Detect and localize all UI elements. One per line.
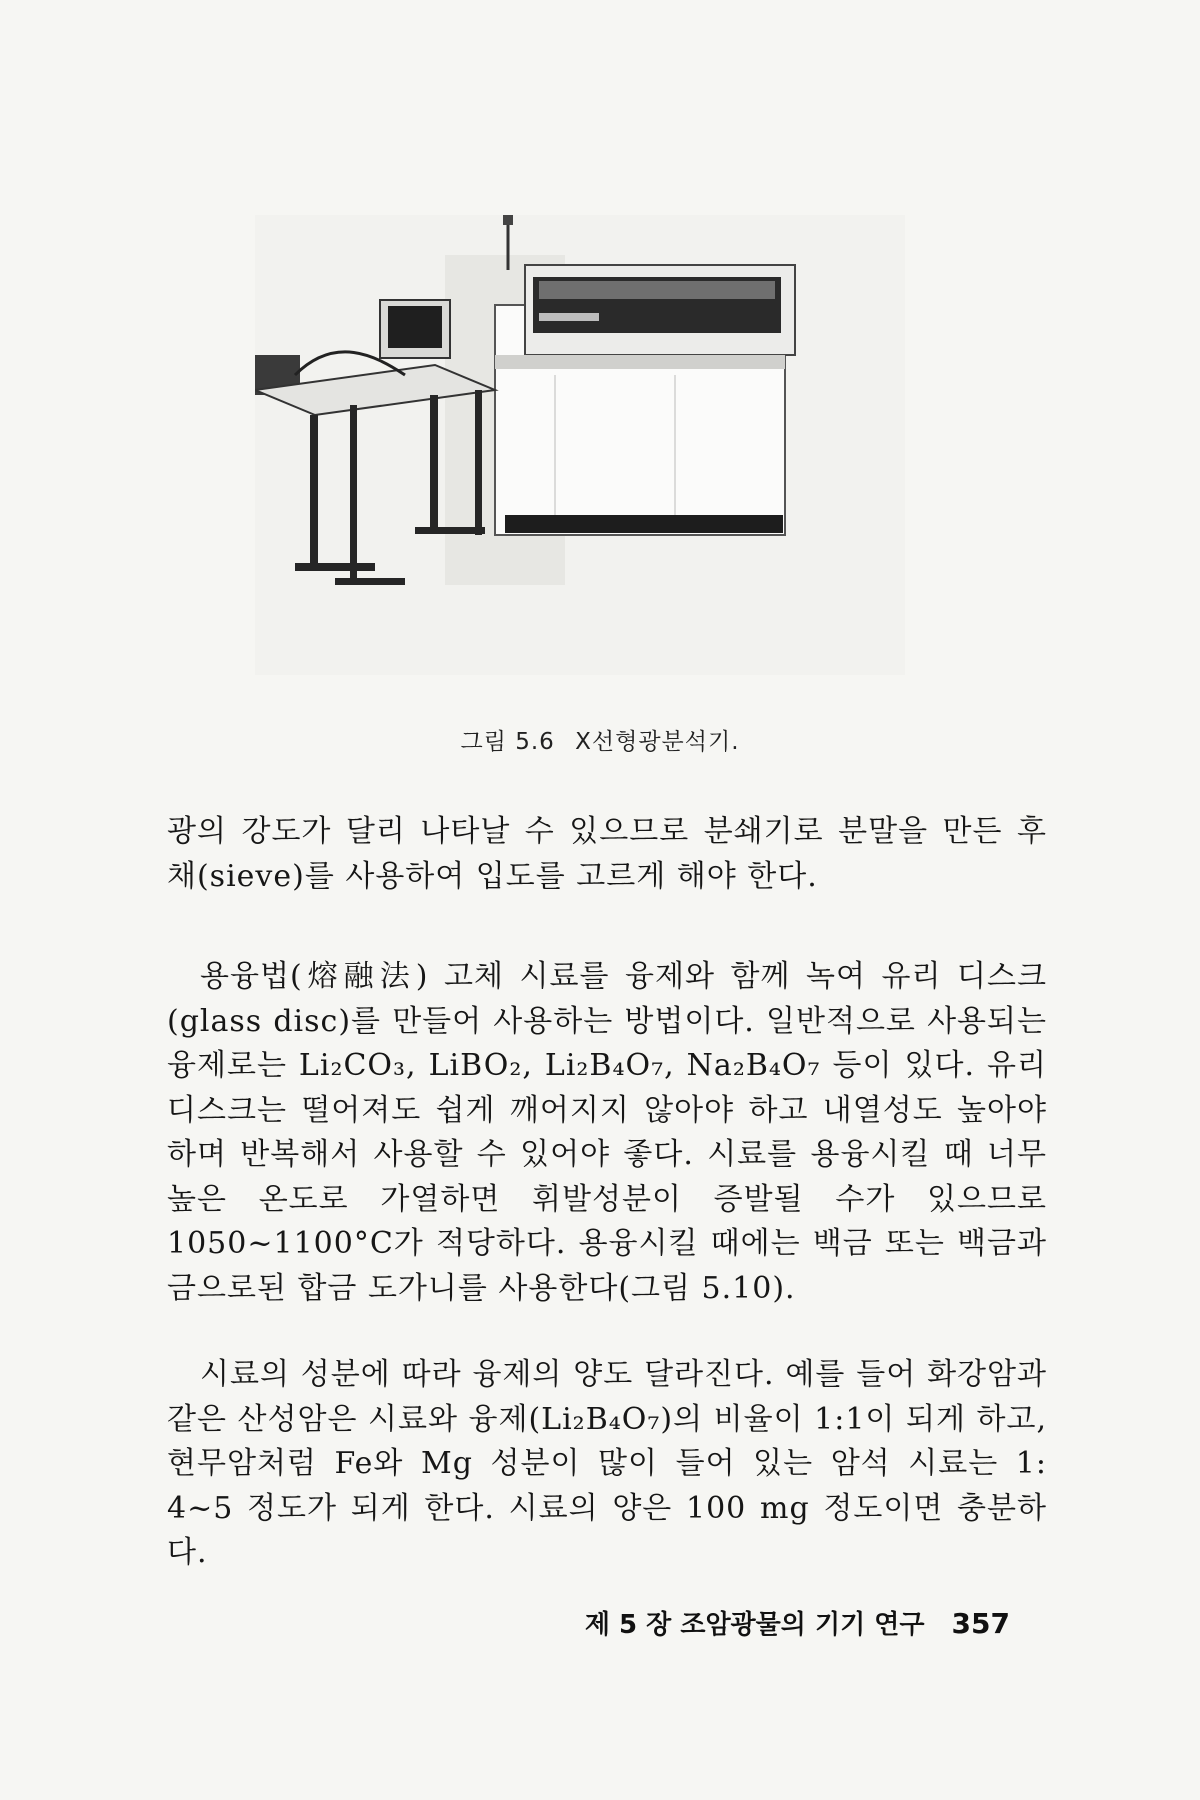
figure-caption [0,723,1200,756]
figure-caption-text: X선형광분석기. [575,729,740,755]
paragraph-text: 광의 강도가 달리 나타날 수 있으므로 분쇄기로 분말을 만든 후 채(sieve)를 사용하여 입도를 고르게 해야 한다. [167,814,1047,894]
paragraph-1 [167,810,1047,899]
paragraph-text: 용융법(熔融法) 고체 시료를 융제와 함께 녹여 유리 디스크(glass disc)를 만들어 사용하는 방법이다. 일반적으로 사용되는 융제로는 Li₂CO₃, LiBO₂, Li₂B₄O₇, Na₂B₄O₇ 등이 있다. 유리 디스크는 떨어져도 쉽게 깨어지지 않아야 하고 내열성도 높아야 하며 반복해서 사용할 수 있어야 좋다. 시료를 용융시킬 때 너무 높은 온도로 가열하면 휘발성분이 증발될 수가 있으므로 1050~1100°C가 적당하다. 용융시킬 때에는 백금 또는 백금과 금으로된 합금 도가니를 사용한다(그림 5.10). [167,959,1047,1306]
page-footer [585,1604,1010,1641]
chapter-title: 제 5 장 조암광물의 기기 연구 [584,1610,925,1640]
page-number: 357 [951,1607,1010,1640]
paragraph-2 [167,955,1047,1311]
paragraph-3 [167,1353,1047,1576]
paragraph-text: 시료의 성분에 따라 융제의 양도 달라진다. 예를 들어 화강암과 같은 산성암은 시료와 융제(Li₂B₄O₇)의 비율이 1:1이 되게 하고, 현무암처럼 Fe와 Mg 성분이 많이 들어 있는 암석 시료는 1: 4~5 정도가 되게 한다. 시료의 양은 100 mg 정도이면 충분하다. [167,1357,1047,1570]
x-ray-spectrometer-photo [255,215,905,675]
figure-label: 그림 5.6 [460,729,555,755]
x-ray-spectrometer-image [255,215,905,675]
